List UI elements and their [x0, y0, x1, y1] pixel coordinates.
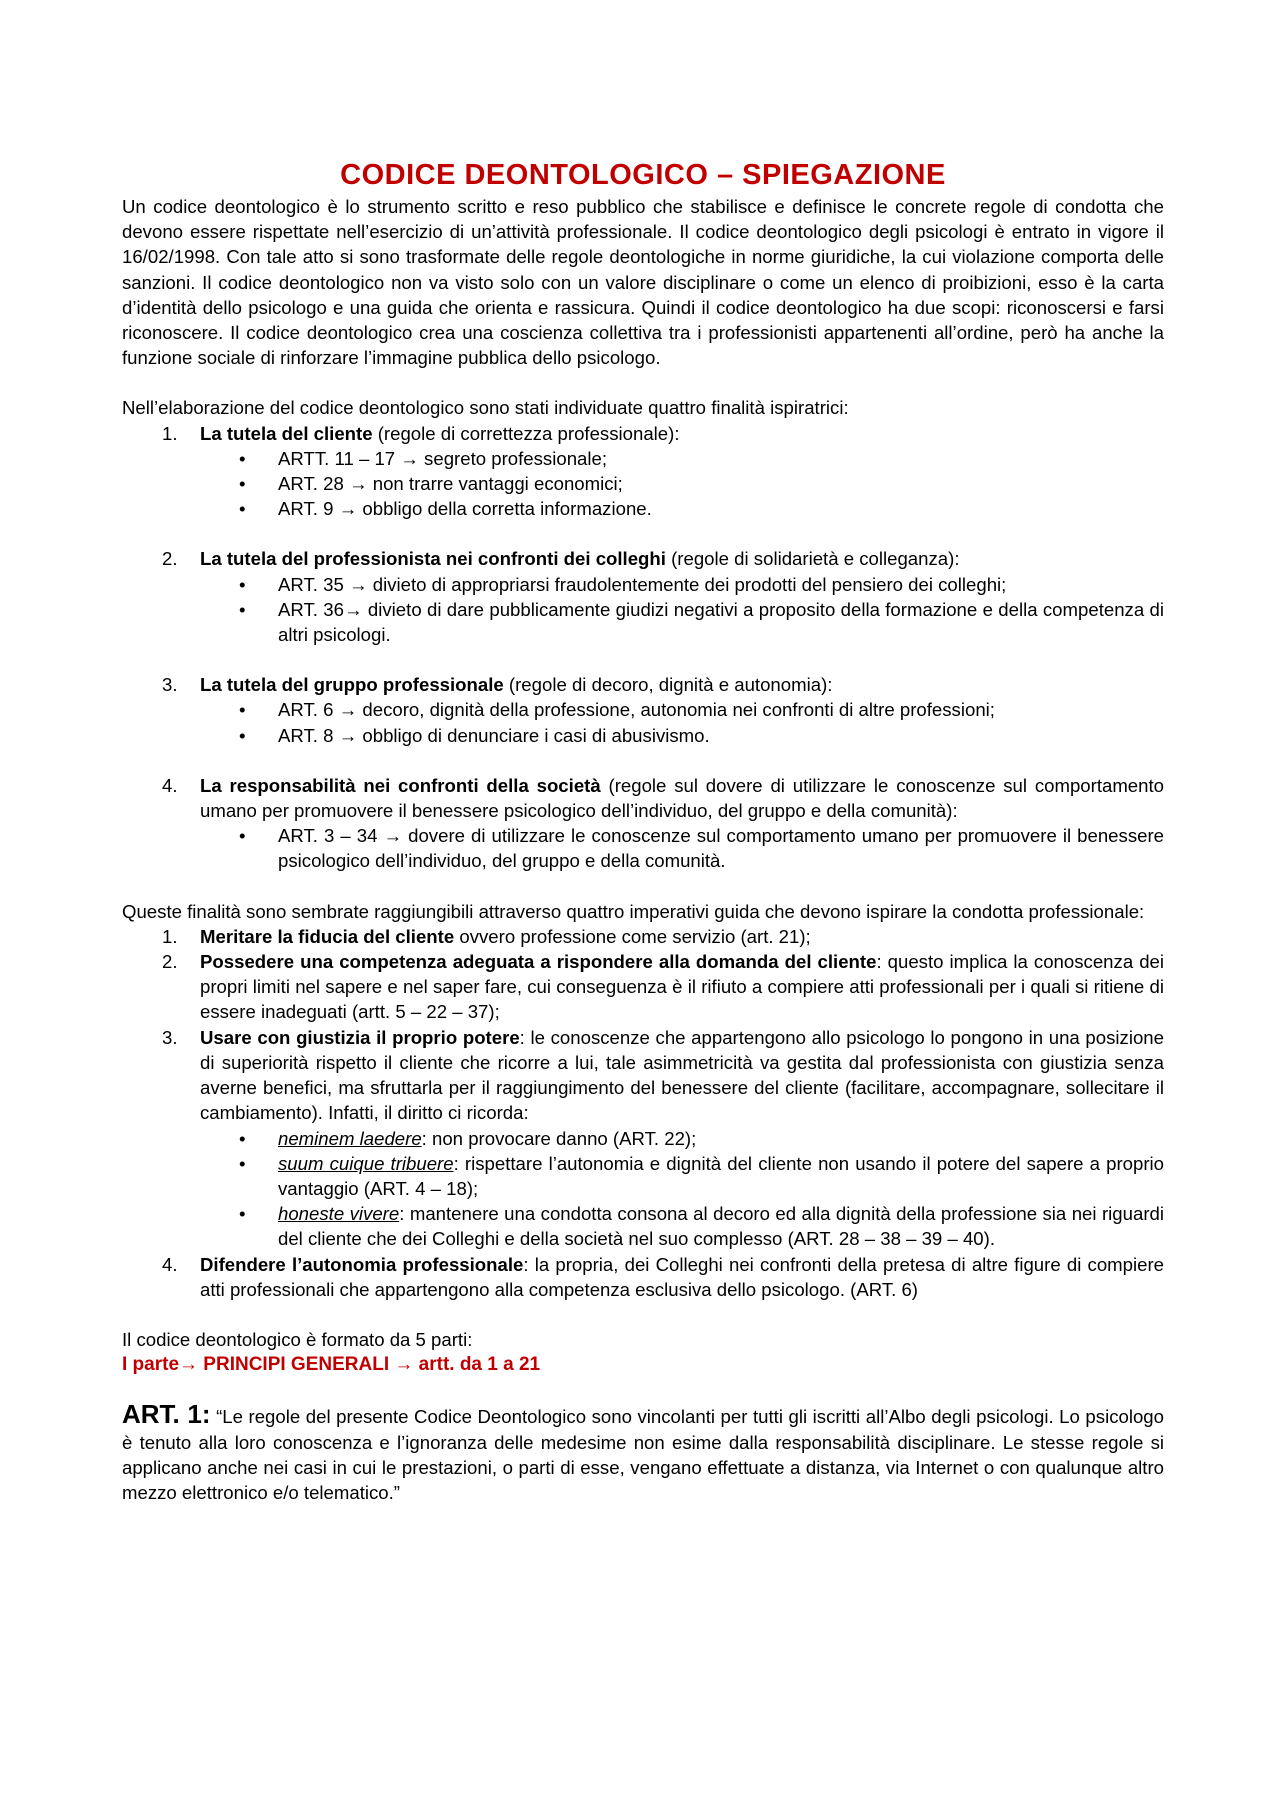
item-text: : la propria, dei Colleghi nei confronti della pretesa di altre figure di compiere atti professionali che appartengono alla competenza esclusiva dello psicologo. (ART. 6) [200, 1253, 1164, 1300]
item-text: : questo implica la conoscenza dei propri limiti nel sapere e nel saper fare, cui conseguenza è il rifiuto a compiere atti professionali per i quali si ritiene di essere inadeguati (artt. 5 – 22 – 37); [200, 951, 1165, 1023]
latin-term: neminem laedere [278, 1127, 422, 1149]
item-text: (regole di correttezza professionale): [372, 422, 680, 444]
bullet-icon: • [239, 724, 246, 746]
bullet-item: • ART. 3 – 34 → dovere di utilizzare le conoscenze sul comportamento umano per promuovere il benessere psicologico dell’individuo, del gruppo e della comunità. [239, 825, 1164, 872]
bullet-icon: • [239, 598, 246, 620]
bullet-item: • ARTT. 11 – 17 → segreto professionale; [200, 446, 1164, 471]
item-bold-title: La tutela del cliente [200, 422, 373, 444]
parti-intro: Il codice deontologico è formato da 5 parti: [122, 1328, 473, 1350]
item-number: 4. [162, 1253, 178, 1275]
bullet-icon: • [239, 1127, 246, 1149]
item-text: : le conoscenze che appartengono allo psicologo lo pongono in una posizione di superiorità rispetto il cliente che ricorre a lui, tale asimmetricità va gestita dal professionista con giustizia senza averne benefici, ma sfruttarla per il raggiungimento del benessere del cliente (facilitare, accompagnare, sollecitare il cambiamento). Infatti, il diritto ci ricorda: [200, 1026, 1164, 1124]
item-bold-title: La tutela del gruppo professionale [200, 674, 504, 696]
art1-label: ART. 1: [122, 1399, 211, 1430]
bullet-icon: • [239, 1203, 246, 1225]
finalita-item [122, 773, 1164, 874]
bullet-item: • ART. 36→ divieto di dare pubblicamente giudizi negativi a proposito della formazione e della competenza di altri psicologi. [239, 598, 1164, 646]
imperativo-item [122, 1252, 1164, 1302]
item-number: 3. [162, 674, 178, 696]
bullet-icon: • [239, 825, 246, 847]
bullet-icon: • [239, 447, 246, 469]
item-text: ovvero professione come servizio (art. 21); [454, 925, 811, 947]
bullet-item: • honeste vivere: mantenere una condotta consona al decoro ed alla dignità della professione sia nei riguardi del cliente che dei Colleghi e della società nel suo complesso (ART. 28 – 38 – 39 – 40). [239, 1203, 1164, 1250]
bullet-item: • neminem laedere: non provocare danno (ART. 22); [200, 1126, 1164, 1151]
imperativo-item [122, 924, 1164, 949]
latin-term: honeste vivere [278, 1203, 400, 1225]
imperativo-item [122, 949, 1164, 1025]
bullet-icon: • [239, 699, 246, 721]
imperativo-item [122, 1025, 1164, 1252]
finalita-item [122, 421, 1164, 522]
item-text: (regole di decoro, dignità e autonomia): [503, 674, 833, 696]
bullet-item: • ART. 9 → obbligo della corretta informazione. [200, 496, 1164, 521]
finalita-item [122, 546, 1164, 647]
item-number: 3. [162, 1026, 178, 1048]
item-bold-title: La responsabilità nei confronti della società [200, 774, 601, 796]
latin-term: suum cuique tribuere [278, 1152, 454, 1174]
item-number: 4. [162, 774, 178, 796]
art1-paragraph [122, 1399, 1164, 1505]
item-bold-title: Usare con giustizia il proprio potere [200, 1026, 520, 1048]
item-bold-title: La tutela del professionista nei confronti dei colleghi [200, 548, 666, 570]
bullet-item: • ART. 35 → divieto di appropriarsi fraudolentemente dei prodotti del pensiero dei colleghi; [200, 572, 1164, 597]
page-title: CODICE DEONTOLOGICO – SPIEGAZIONE [340, 159, 946, 191]
bullet-item: • ART. 8 → obbligo di denunciare i casi di abusivismo. [200, 723, 1164, 748]
item-number: 2. [162, 951, 178, 973]
item-number: 1. [162, 422, 178, 444]
item-bold-title: Meritare la fiducia del cliente [200, 925, 455, 947]
bullet-icon: • [239, 498, 246, 520]
bullet-item: • ART. 6 → decoro, dignità della professione, autonomia nei confronti di altre professioni; [200, 697, 1164, 722]
imperativi-intro: Queste finalità sono sembrate raggiungibili attraverso quattro imperativi guida che devono ispirare la condotta professionale: [122, 900, 1145, 922]
item-text: (regole sul dovere di utilizzare le conoscenze sul comportamento umano per promuovere il benessere psicologico dell’individuo, del gruppo e della comunità): [200, 774, 1165, 822]
item-bold-title: Difendere l’autonomia professionale [200, 1253, 524, 1275]
item-number: 2. [162, 548, 178, 570]
art1-text: “Le regole del presente Codice Deontologico sono vincolanti per tutti gli iscritti all’Albo degli psicologi. Lo psicologo è tenuto alla loro conoscenza e l’ignoranza delle medesime non esime dalla responsabilità disciplinare. Le stesse regole si applicano anche nei casi in cui le prestazioni, o parti di esse, vengano effettuate a distanza, via Internet o con qualunque altro mezzo elettronico e/o telematico.” [122, 1406, 1164, 1503]
bullet-icon: • [239, 473, 246, 495]
item-text: (regole di solidarietà e colleganza): [665, 548, 960, 570]
bullet-icon: • [239, 573, 246, 595]
item-bold-title: Possedere una competenza adeguata a rispondere alla domanda del cliente [200, 951, 877, 973]
parte-heading: I parte→ PRINCIPI GENERALI → artt. da 1 a 21 [122, 1354, 541, 1376]
finalita-item [122, 672, 1164, 748]
finalita-intro: Nell’elaborazione del codice deontologico sono stati individuate quattro finalità ispiratrici: [122, 397, 849, 419]
bullet-item: • ART. 28 → non trarre vantaggi economici; [200, 471, 1164, 496]
bullet-item: • suum cuique tribuere: rispettare l’autonomia e dignità del cliente non usando il potere del sapere a proprio vantaggio (ART. 4 – 18); [239, 1152, 1164, 1199]
intro-paragraph: Un codice deontologico è lo strumento scritto e reso pubblico che stabilisce e definisce le concrete regole di condotta che devono essere rispettate nell’esercizio di un’attività professionale. Il codice deontologico degli psicologi è entrato in vigore il 16/02/1998. Con tale atto si sono trasformate delle regole deontologiche in norme giuridiche, la cui violazione comporta delle sanzioni. Il codice deontologico non va visto solo con un valore disciplinare o come un elenco di proibizioni, esso è la carta d’identità dello psicologo e una guida che orienta e rassicura. Quindi il codice deontologico ha due scopi: riconoscersi e farsi riconoscere. Il codice deontologico crea una coscienza collettiva tra i professionisti appartenenti all’ordine, però ha anche la funzione sociale di rinforzare l’immagine pubblica dello psicologo. [122, 196, 1164, 369]
bullet-icon: • [239, 1152, 246, 1174]
item-number: 1. [162, 925, 178, 947]
